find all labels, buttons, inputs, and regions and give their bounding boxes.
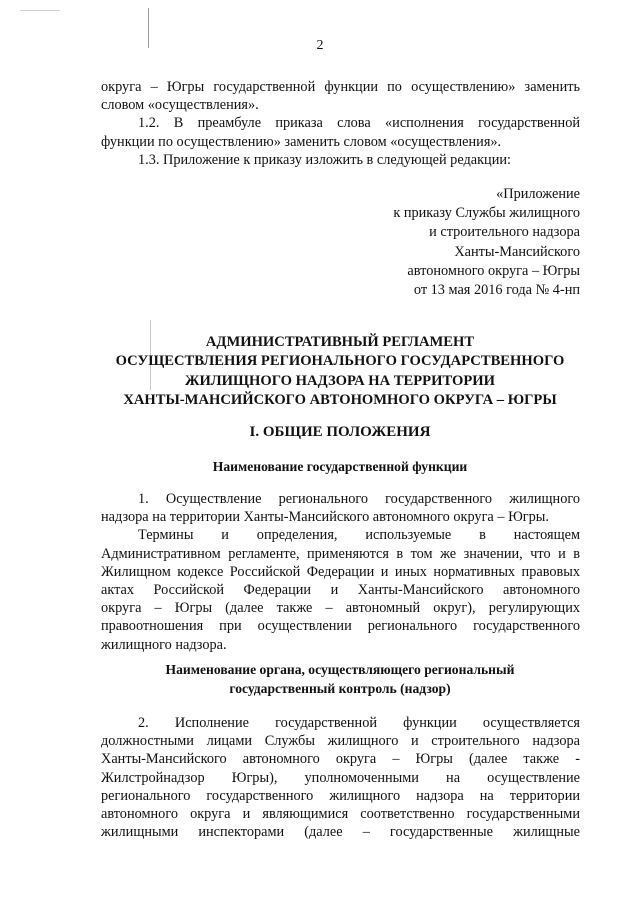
paragraph-line: Жилстройнадзор Югры), уполномоченными на осуществление <box>101 769 580 786</box>
paragraph-line: надзора на территории Ханты-Мансийского автономного округа – Югры. <box>101 509 549 526</box>
appendix-line: к приказу Службы жилищного <box>393 205 580 222</box>
paragraph-2 <box>101 714 580 841</box>
section-heading: I. ОБЩИЕ ПОЛОЖЕНИЯ <box>249 424 431 440</box>
paragraph-1 <box>101 490 580 654</box>
paragraph-line: Административном регламенте, применяются в том же значении, что и в <box>101 545 580 562</box>
paragraph-line: 1. Осуществление регионального государственного жилищного <box>138 491 580 507</box>
subheading-function-name: Наименование государственной функции <box>212 459 468 474</box>
paragraph-line: должностными лицами Службы жилищного и строительного надзора <box>101 733 580 750</box>
intro-block <box>101 78 580 169</box>
subheading-line: Наименование органа, осуществляющего региональный <box>165 662 515 677</box>
paragraph-line: Термины и определения, используемые в настоящем <box>138 527 580 544</box>
appendix-reference <box>393 185 580 300</box>
intro-line: словом «осуществления». <box>101 97 259 114</box>
paragraph-line: актах Российской Федерации и Ханты-Мансийского автономного <box>101 582 580 599</box>
title-line: ОСУЩЕСТВЛЕНИЯ РЕГИОНАЛЬНОГО ГОСУДАРСТВЕННОГО <box>115 353 565 370</box>
paragraph-line: 2. Исполнение государственной функции осуществляется <box>138 715 580 731</box>
document-title <box>80 333 600 410</box>
title-line: ХАНТЫ-МАНСИЙСКОГО АВТОНОМНОГО ОКРУГА – ЮГРЫ <box>123 391 557 408</box>
paragraph-line: Жилищном кодексе Российской Федерации и иных нормативных правовых <box>101 563 580 580</box>
paragraph-line: автономного округа и являющимися соответственно государственными <box>101 806 580 823</box>
title-line: АДМИНИСТРАТИВНЫЙ РЕГЛАМЕНТ <box>205 334 475 350</box>
appendix-line: Ханты-Мансийского <box>454 243 580 260</box>
scan-mark <box>20 10 60 11</box>
item-1-3: 1.3. Приложение к приказу изложить в следующей редакции: <box>138 151 511 168</box>
title-line: ЖИЛИЩНОГО НАДЗОРА НА ТЕРРИТОРИИ <box>185 372 495 389</box>
paragraph-line: жилищного надзора. <box>101 636 227 653</box>
appendix-line: автономного округа – Югры <box>407 262 580 279</box>
subheading-line: государственный контроль (надзор) <box>229 680 451 696</box>
appendix-line: от 13 мая 2016 года № 4-нп <box>413 282 580 299</box>
paragraph-line: правоотношения при осуществлении регионального государственного <box>101 618 580 635</box>
paragraph-line: регионального государственного жилищного надзора на территории <box>101 787 580 804</box>
paragraph-line: жилищными инспекторами (далее – государственные жилищные <box>101 824 580 841</box>
item-1-2-line: функции по осуществлению» заменить словом «осуществления». <box>101 133 502 150</box>
page-number: 2 <box>316 38 324 53</box>
intro-line: округа – Югры государственной функции по осуществлению» заменить <box>101 79 580 95</box>
paragraph-line: Ханты-Мансийского автономного округа – Югры (далее также - <box>101 751 580 768</box>
subheading-authority <box>80 661 600 698</box>
paragraph-line: округа – Югры (далее также – автономный округ), регулирующих <box>101 600 580 617</box>
item-1-2-line: 1.2. В преамбуле приказа слова «исполнения государственной <box>138 115 580 132</box>
appendix-line: и строительного надзора <box>429 224 580 241</box>
appendix-line: «Приложение <box>496 186 580 202</box>
